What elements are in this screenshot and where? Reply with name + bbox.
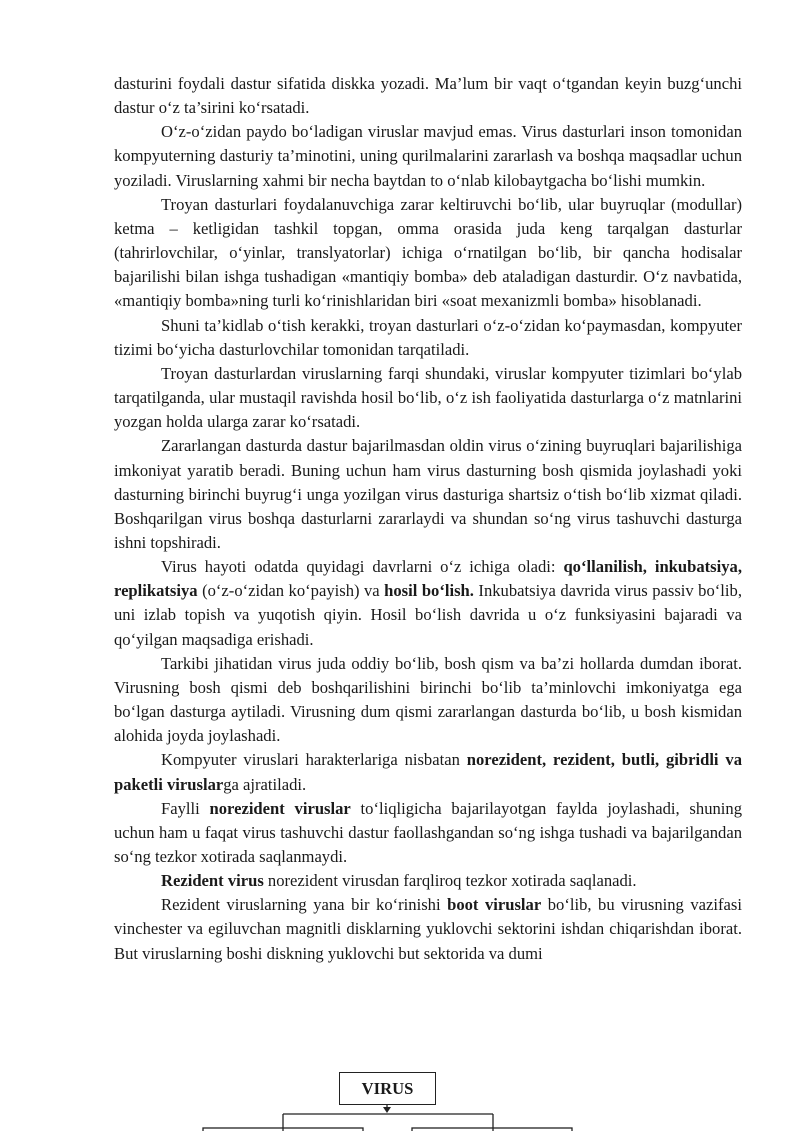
text-run: ga ajratiladi. bbox=[223, 774, 307, 794]
paragraph bbox=[114, 314, 742, 362]
paragraph bbox=[114, 362, 742, 434]
text-run: O‘z-o‘zidan paydo bo‘ladigan viruslar mavjud emas. Virus dasturlari inson tomonidan kompyuterning dasturiy ta’minotini, uning qurilmalarini zararlash va boshqa maqsadlar uchun yoziladi. Viruslarning xahmi bir necha baytdan to o‘nlab kilobaytgacha bo‘lishi mumkin. bbox=[114, 122, 742, 190]
paragraph bbox=[114, 434, 742, 555]
paragraph bbox=[114, 72, 742, 120]
text-run: Faylli bbox=[161, 798, 210, 818]
text-run: dasturini foydali dastur sifatida diskka yozadi. Ma’lum bir vaqt o‘tgandan keyin buzg‘unchi dastur o‘z ta’sirini ko‘rsatadi. bbox=[114, 74, 742, 118]
paragraph bbox=[114, 748, 742, 796]
text-run: Zararlangan dasturda dastur bajarilmasdan oldin virus o‘zining buyruqlari bajarilishiga imkoniyat yaratib beradi. Buning uchun ham virus dasturning bosh qismida joylashadi yoki dasturning birinchi buyrug‘i unga yozilgan virus dasturiga shartsiz o‘tish bo‘lib xizmat qiladi. Boshqarilgan virus boshqa dasturlarni zararlaydi va shundan so‘ng virus tashuvchi dasturga ishni topshiradi. bbox=[114, 436, 742, 552]
bold-text: Rezident virus bbox=[161, 871, 264, 891]
paragraph bbox=[114, 120, 742, 192]
text-run: to‘liqligicha bajarilayotgan faylda joylashadi, shuning uchun ham u faqat virus tashuvchi dastur faollashgandan so‘ng ishga tushadi va bajarilgandan so‘ng tezkor xotirada saqlanmaydi. bbox=[114, 798, 742, 866]
text-run: bo‘lib, bu virusning vazifasi vinchester va egiluvchan magnitli disklarning yuklovchi sektorini ishdan chiqarishdan iborat. But viruslarning boshi diskning yuklovchi but sektorida va dumi bbox=[114, 895, 742, 963]
bold-text: boot viruslar bbox=[447, 895, 542, 915]
bold-text: hosil bo‘lish. bbox=[384, 581, 474, 601]
arrow-down-icon bbox=[383, 1107, 391, 1113]
paragraph bbox=[114, 797, 742, 869]
text-run: Troyan dasturlardan viruslarning farqi shundaki, viruslar kompyuter tizimlari bo‘ylab tarqatilganda, ular mustaqil ravishda hosil bo‘lib, o‘z ish faoliyatida dasturlarga o‘z matnlarini yozgan holda ularga zarar ko‘rsatadi. bbox=[114, 363, 742, 432]
text-run: Troyan dasturlari foydalanuvchiga zarar keltiruvchi bo‘lib, ular buyruqlar (modullar) ketma – ketligidan tashkil topgan, omma orasida juda keng tarqalgan dasturlar (tahrirlovchilar, o‘yinlar, translyatorlar) ichiga o‘rnatilgan bo‘lib, bir qancha hodisalar bajarilishi bilan ishga tushadigan «mantiqiy bomba» deb ataladigan dasturdir. O‘z navbatida, «mantiqiy bomba»ning turli ko‘rinishlaridan biri «soat mexanizmli bomba» hisoblanadi. bbox=[114, 194, 742, 311]
paragraph bbox=[114, 652, 742, 749]
paragraph bbox=[114, 555, 742, 652]
text-run: Tarkibi jihatidan virus juda oddiy bo‘lib, bosh qism va ba’zi hollarda dumdan iborat. Virusning bosh qismi deb boshqarilishini birinchi bo‘lib ta’minlovchi imkoniyatga ega bo‘lgan dasturga aytiladi. Virusning dum qismi zararlangan dasturda bo‘lib, u bosh kismidan alohida joyda joylashadi. bbox=[114, 653, 742, 746]
bold-text: qo‘llanilish, inkubatsiya, replikatsiya bbox=[114, 557, 742, 601]
diagram-root-box bbox=[339, 1072, 436, 1105]
paragraph bbox=[114, 893, 742, 965]
text-run: Inkubatsiya davrida virus passiv bo‘lib, uni izlab topish va yuqotish qiyin. Hosil bo‘lish davrida u o‘z funksiyasini bajaradi va qo‘yilgan maqsadiga erishadi. bbox=[114, 581, 742, 649]
paragraph bbox=[114, 193, 742, 314]
paragraph bbox=[114, 869, 742, 893]
diagram-root-label: VIRUS bbox=[361, 1078, 414, 1098]
text-run: Kompyuter viruslari harakterlariga nisbatan bbox=[161, 750, 467, 770]
text-run: (o‘z-o‘zidan ko‘payish) va bbox=[197, 581, 385, 601]
bold-text: norezident viruslar bbox=[209, 798, 351, 818]
bold-text: norezident, rezident, butli, gibridli va paketli viruslar bbox=[114, 750, 742, 794]
text-run: Shuni ta’kidlab o‘tish kerakki, troyan dasturlari o‘z-o‘zidan ko‘paymasdan, kompyuter tizimi bo‘yicha dasturlovchilar tomonidan tarqatiladi. bbox=[114, 315, 742, 359]
text-run: Virus hayoti odatda quyidagi davrlarni o‘z ichiga oladi: bbox=[161, 557, 564, 577]
text-run: Rezident viruslarning yana bir ko‘rinishi bbox=[161, 895, 448, 915]
document-body bbox=[114, 72, 742, 966]
text-run: norezident virusdan farqliroq tezkor xotirada saqlanadi. bbox=[263, 871, 637, 891]
